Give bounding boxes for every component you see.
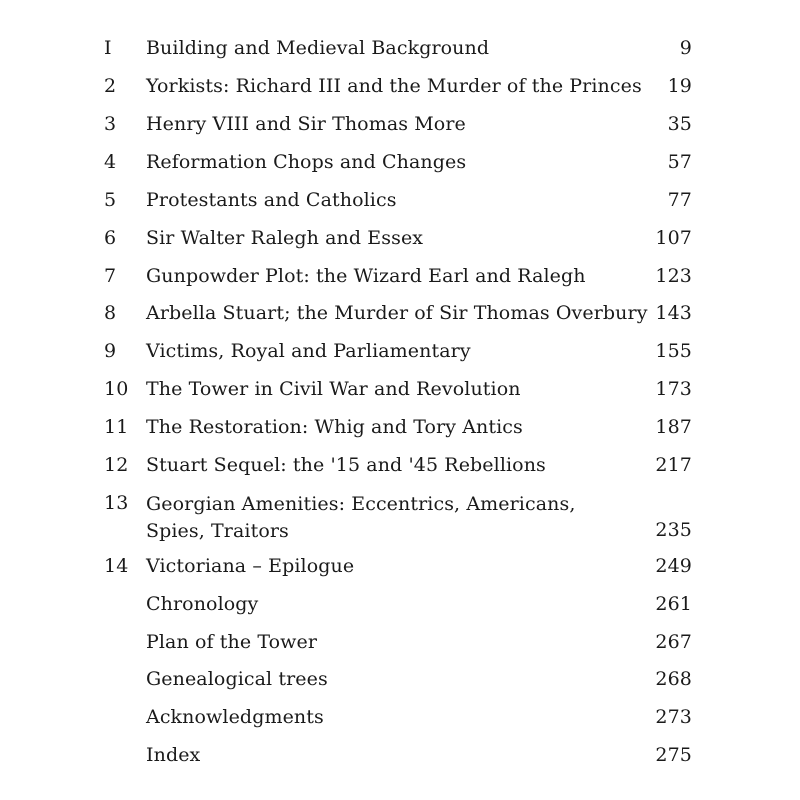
page-number: 275 (655, 744, 692, 766)
page-number: 155 (655, 340, 692, 362)
chapter-number: 6 (104, 227, 117, 249)
page-number: 77 (667, 189, 692, 211)
chapter-number: I (104, 37, 112, 59)
chapter-number: 13 (104, 492, 129, 514)
chapter-title: Gunpowder Plot: the Wizard Earl and Ralegh (146, 265, 586, 287)
page-number: 35 (667, 113, 692, 135)
page-number: 19 (667, 75, 692, 97)
page-number: 235 (655, 519, 692, 541)
chapter-title: Protestants and Catholics (146, 189, 397, 211)
chapter-title: The Tower in Civil War and Revolution (146, 378, 521, 400)
chapter-title: The Restoration: Whig and Tory Antics (146, 416, 523, 438)
chapter-title: Sir Walter Ralegh and Essex (146, 227, 424, 249)
chapter-title: Yorkists: Richard III and the Murder of the Princes (146, 75, 642, 97)
section-title: Chronology (146, 593, 259, 615)
chapter-number: 3 (104, 113, 117, 135)
chapter-number: 14 (104, 555, 129, 577)
page-number: 173 (655, 378, 692, 400)
page-number: 143 (655, 302, 692, 324)
section-title: Index (146, 744, 201, 766)
chapter-title: Georgian Amenities: Eccentrics, Americans, Spies, Traitors (146, 493, 576, 542)
page-number: 123 (655, 265, 692, 287)
page-number: 249 (655, 555, 692, 577)
chapter-number: 12 (104, 454, 129, 476)
chapter-number: 5 (104, 189, 117, 211)
chapter-number: 2 (104, 75, 117, 97)
page-number: 217 (655, 454, 692, 476)
page-number: 267 (655, 631, 692, 653)
page-number: 9 (679, 37, 692, 59)
page-number: 273 (655, 706, 692, 728)
section-title: Acknowledgments (146, 706, 324, 728)
chapter-title: Henry VIII and Sir Thomas More (146, 113, 466, 135)
page-number: 57 (667, 151, 692, 173)
chapter-number: 9 (104, 340, 117, 362)
chapter-title: Building and Medieval Background (146, 37, 490, 59)
chapter-title: Victoriana – Epilogue (146, 555, 355, 577)
chapter-title: Victims, Royal and Parliamentary (146, 340, 471, 362)
chapter-number: 4 (104, 151, 117, 173)
chapter-title: Stuart Sequel: the '15 and '45 Rebellions (146, 454, 546, 476)
page-number: 268 (655, 668, 692, 690)
chapter-number: 10 (104, 378, 129, 400)
chapter-title: Reformation Chops and Changes (146, 151, 467, 173)
page-number: 107 (655, 227, 692, 249)
chapter-title: Arbella Stuart; the Murder of Sir Thomas Overbury (146, 302, 648, 324)
chapter-number: 7 (104, 265, 117, 287)
section-title: Plan of the Tower (146, 631, 318, 653)
page-number: 187 (655, 416, 692, 438)
section-title: Genealogical trees (146, 668, 328, 690)
chapter-number: 11 (104, 416, 129, 438)
page-number: 261 (655, 593, 692, 615)
chapter-number: 8 (104, 302, 117, 324)
